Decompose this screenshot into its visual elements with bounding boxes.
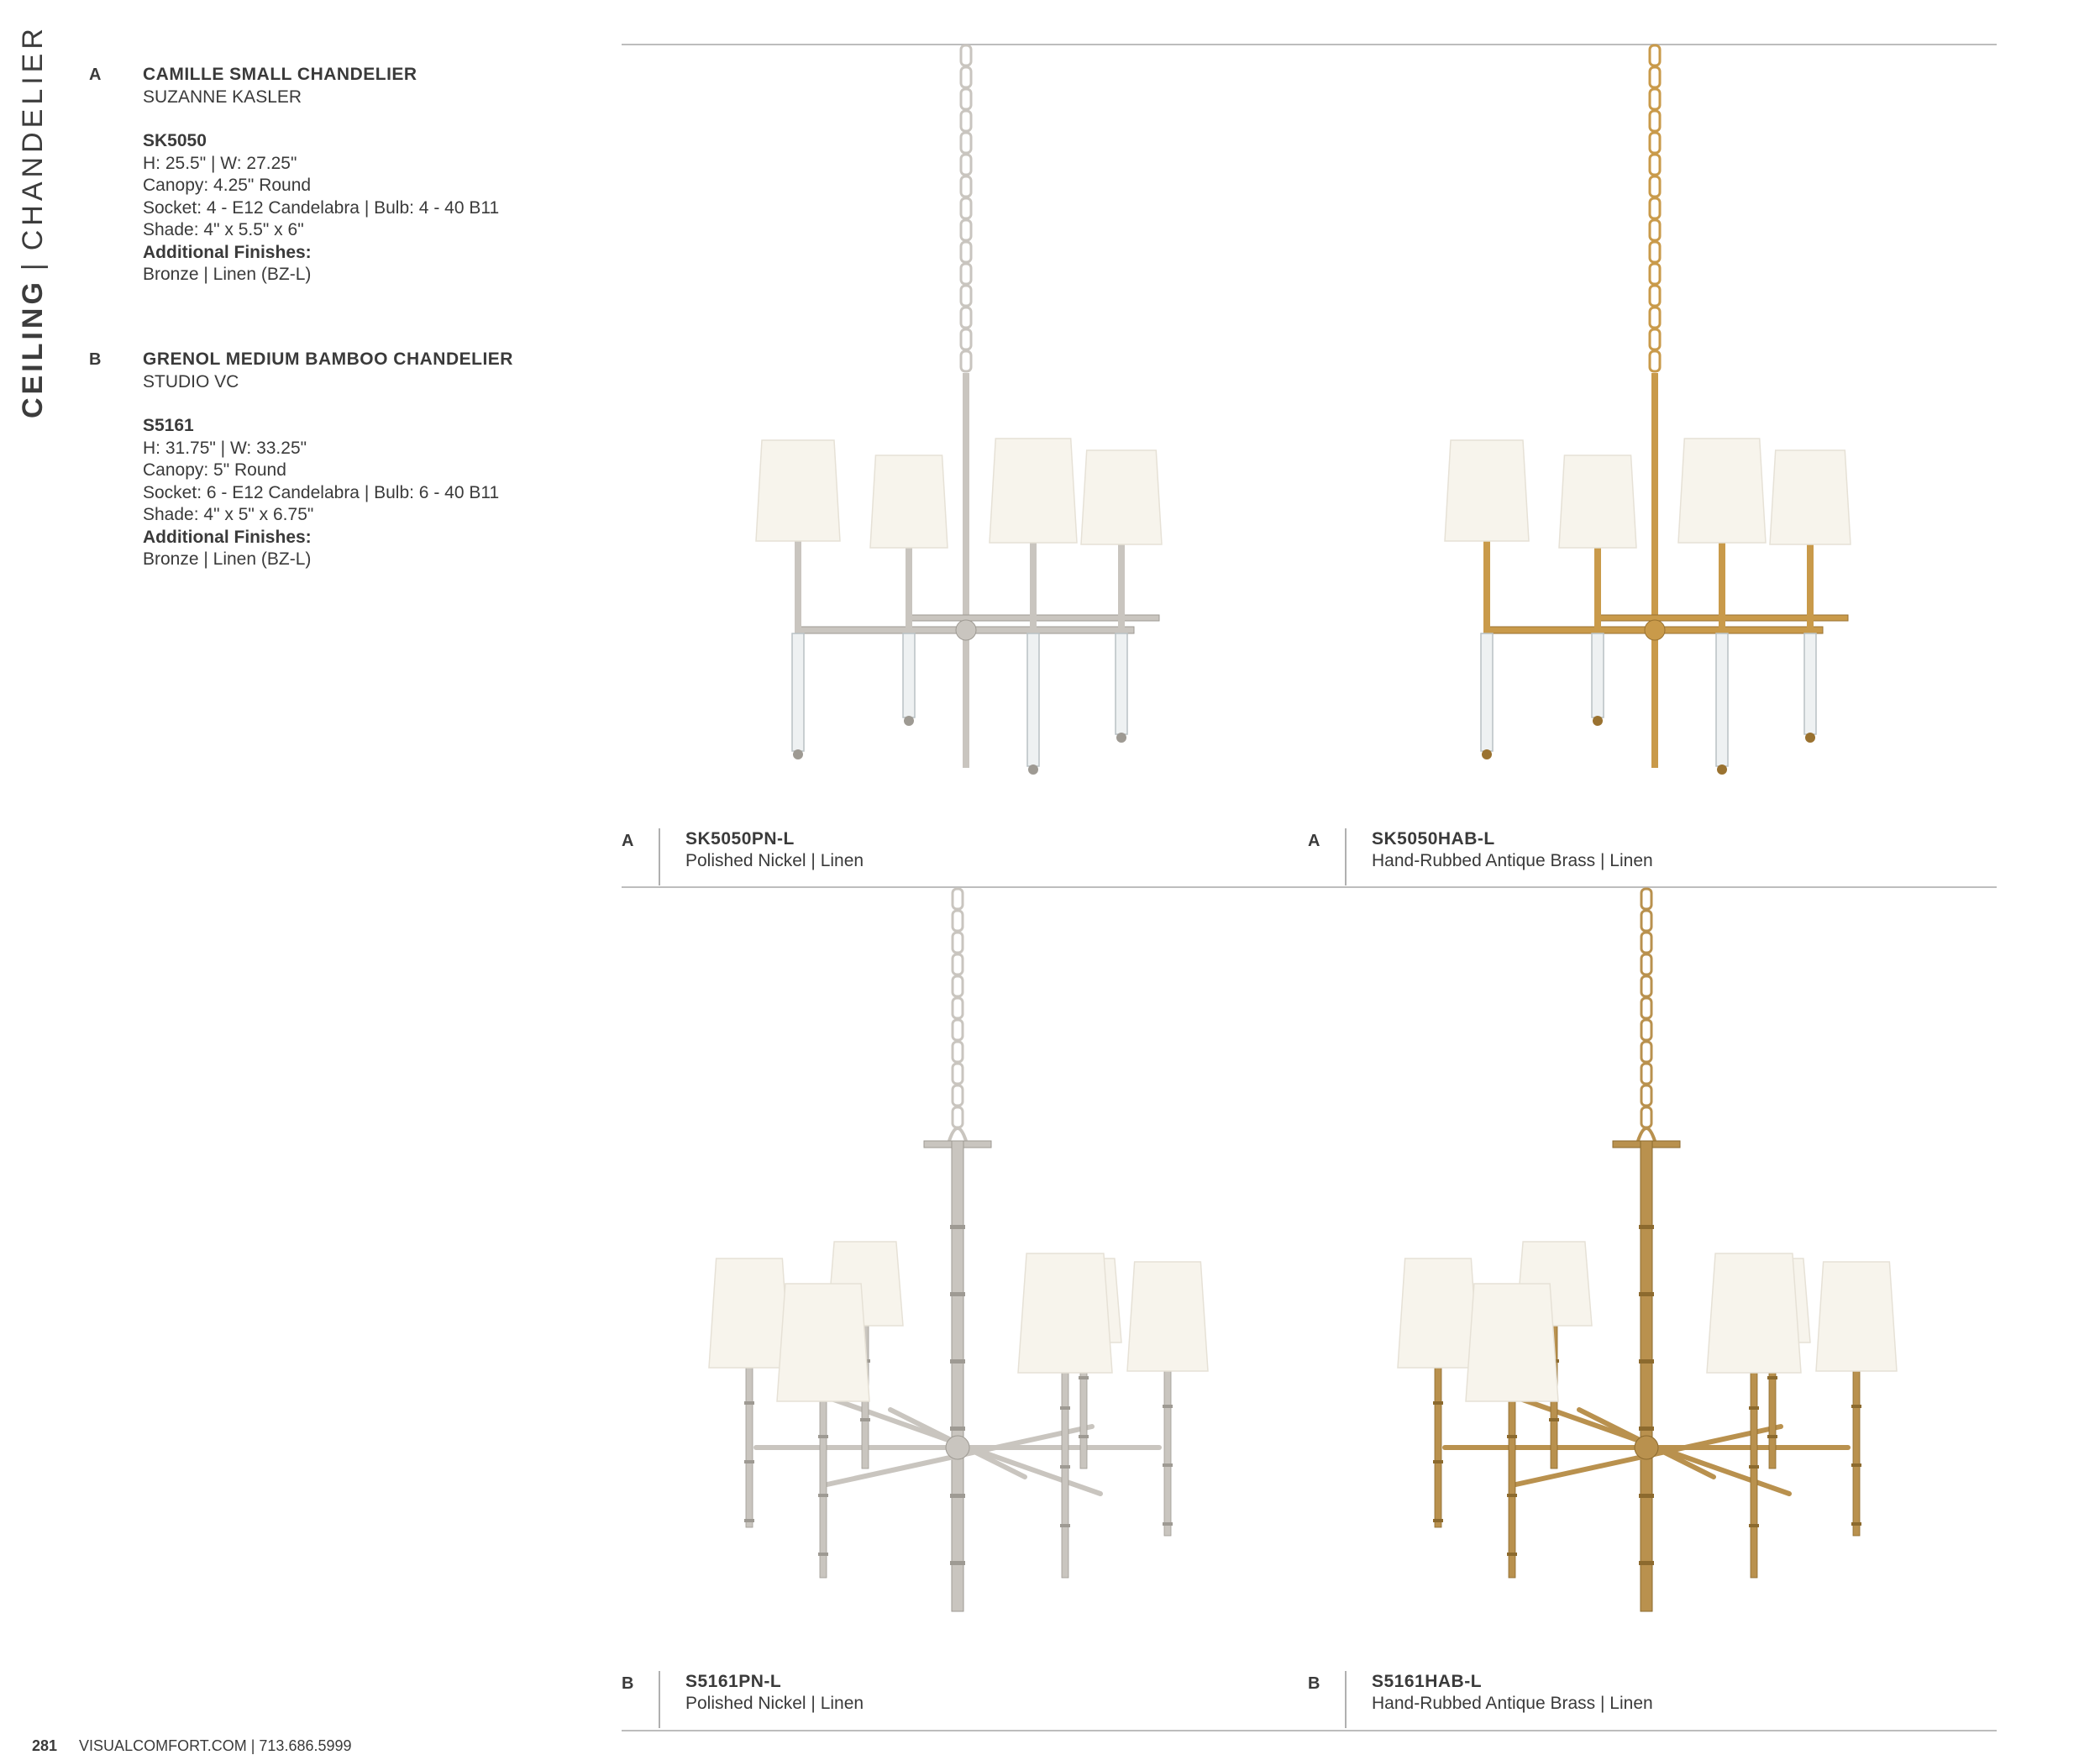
- center-stem: [1641, 1141, 1652, 1611]
- chain-link: [1650, 89, 1660, 109]
- canopy: Canopy: 5" Round: [143, 460, 286, 480]
- socket: Socket: 6 - E12 Candelabra | Bulb: 6 - 40 B11: [143, 482, 500, 502]
- bamboo-stem: [1751, 1373, 1757, 1578]
- bamboo-node: [1767, 1435, 1777, 1438]
- bamboo-node: [1433, 1460, 1443, 1463]
- bamboo-node: [1639, 1292, 1654, 1296]
- product-code: SK5050: [143, 131, 207, 150]
- caption-s5161hab: [1308, 1671, 1997, 1728]
- caption-finish: Hand-Rubbed Antique Brass | Linen: [1372, 851, 1653, 870]
- chain-link: [953, 1042, 963, 1062]
- bamboo-node: [1749, 1524, 1759, 1527]
- page-footer: [32, 1737, 352, 1755]
- chain-link: [1641, 1064, 1651, 1084]
- chain-link: [1641, 954, 1651, 975]
- center-stem: [1651, 373, 1658, 768]
- bamboo-node: [818, 1435, 828, 1438]
- spec-letter: B: [89, 350, 102, 369]
- chain-link: [1650, 155, 1660, 175]
- linen-shade: [990, 439, 1077, 543]
- product-name: CAMILLE SMALL CHANDELIER: [143, 65, 417, 84]
- bottom-rule: [622, 1730, 1997, 1731]
- page-number: 281: [32, 1737, 58, 1754]
- chain-link: [1641, 998, 1651, 1018]
- bamboo-node: [1507, 1435, 1517, 1438]
- chain-link: [1641, 1042, 1651, 1062]
- bamboo-node: [1060, 1465, 1070, 1469]
- chain-link: [961, 155, 971, 175]
- bamboo-node: [1060, 1406, 1070, 1410]
- crystal-rod: [1481, 633, 1493, 751]
- bamboo-node: [950, 1225, 965, 1229]
- finial: [1805, 733, 1815, 743]
- linen-shade: [1770, 450, 1851, 544]
- finial: [1593, 716, 1603, 726]
- socket: Socket: 4 - E12 Candelabra | Bulb: 4 - 40 B11: [143, 197, 500, 218]
- bamboo-stem: [820, 1401, 827, 1578]
- caption-letter: A: [622, 832, 634, 850]
- chain-link: [1650, 111, 1660, 131]
- bamboo-node: [1549, 1418, 1559, 1421]
- linen-shade: [777, 1284, 869, 1401]
- chain-link: [1641, 1107, 1651, 1127]
- linen-shade: [756, 440, 840, 541]
- bamboo-node: [1639, 1494, 1654, 1498]
- bamboo-node: [1639, 1225, 1654, 1229]
- bamboo-node: [1163, 1522, 1173, 1526]
- bamboo-stem: [1164, 1371, 1171, 1536]
- finishes-label: Additional Finishes:: [143, 527, 312, 547]
- caption-letter: B: [622, 1674, 634, 1693]
- linen-shade: [1678, 439, 1766, 543]
- chain-link: [1650, 329, 1660, 349]
- caption-code: S5161HAB-L: [1372, 1672, 1483, 1691]
- finishes-label: Additional Finishes:: [143, 242, 312, 262]
- bamboo-node: [860, 1418, 870, 1421]
- linen-shade: [709, 1258, 790, 1368]
- bamboo-node: [950, 1494, 965, 1498]
- bamboo-node: [1749, 1406, 1759, 1410]
- caption-finish: Hand-Rubbed Antique Brass | Linen: [1372, 1694, 1653, 1713]
- caption-divider: [659, 1671, 660, 1728]
- finial: [904, 716, 914, 726]
- dimensions: H: 25.5" | W: 27.25": [143, 153, 297, 173]
- chain-link: [953, 889, 963, 909]
- candle-stem: [1030, 543, 1037, 633]
- bamboo-node: [1639, 1561, 1654, 1565]
- finial: [793, 749, 803, 759]
- linen-shade: [1707, 1253, 1801, 1373]
- product-name: GRENOL MEDIUM BAMBOO CHANDELIER: [143, 349, 513, 369]
- caption-code: SK5050HAB-L: [1372, 829, 1495, 849]
- candle-stem: [1594, 548, 1601, 633]
- bamboo-node: [818, 1553, 828, 1556]
- chain-link: [1650, 133, 1660, 153]
- crystal-rod: [1804, 633, 1816, 734]
- chain-link: [961, 176, 971, 197]
- chain-link: [1650, 286, 1660, 306]
- chain-link: [1650, 351, 1660, 371]
- linen-shade: [1559, 455, 1636, 548]
- chain-link: [961, 329, 971, 349]
- finishes: Bronze | Linen (BZ-L): [143, 265, 312, 284]
- linen-shade: [1466, 1284, 1558, 1401]
- linen-shade: [1816, 1262, 1897, 1371]
- bamboo-node: [1851, 1522, 1861, 1526]
- spec-letter: A: [89, 66, 102, 84]
- crystal-rod: [1592, 633, 1604, 717]
- chain-link: [961, 220, 971, 240]
- bamboo-node: [744, 1460, 754, 1463]
- chain-link: [1641, 1085, 1651, 1106]
- bamboo-node: [744, 1401, 754, 1405]
- crystal-rod: [792, 633, 804, 751]
- finishes: Bronze | Linen (BZ-L): [143, 549, 312, 569]
- caption-divider: [1345, 1671, 1347, 1728]
- linen-shade: [1018, 1253, 1112, 1373]
- finial: [1116, 733, 1126, 743]
- bamboo-node: [1507, 1494, 1517, 1497]
- chain-link: [953, 1020, 963, 1040]
- chandelier-image-sk5050pn: [739, 45, 1193, 785]
- caption-divider: [659, 828, 660, 885]
- linen-shade: [1127, 1262, 1208, 1371]
- chain-link: [961, 111, 971, 131]
- shade: Shade: 4" x 5.5" x 6": [143, 220, 304, 239]
- loop: [949, 1128, 966, 1141]
- caption-finish: Polished Nickel | Linen: [685, 1694, 864, 1713]
- designer-name: STUDIO VC: [143, 371, 239, 391]
- chain-link: [953, 1064, 963, 1084]
- chain-link: [961, 307, 971, 328]
- bamboo-node: [818, 1494, 828, 1497]
- candle-stem: [1118, 544, 1125, 633]
- section-separator: |: [17, 259, 49, 271]
- bamboo-node: [1433, 1401, 1443, 1405]
- chain-link: [953, 998, 963, 1018]
- chain-link: [961, 89, 971, 109]
- bamboo-node: [1639, 1427, 1654, 1431]
- contact-info: VISUALCOMFORT.COM | 713.686.5999: [79, 1737, 352, 1754]
- hub: [1645, 620, 1665, 640]
- bamboo-node: [1163, 1463, 1173, 1467]
- shade: Shade: 4" x 5" x 6.75": [143, 505, 314, 524]
- chandelier-image-sk5050hab: [1428, 45, 1882, 785]
- bamboo-node: [950, 1292, 965, 1296]
- crystal-rod: [1116, 633, 1127, 734]
- chain-link: [1641, 911, 1651, 931]
- bamboo-node: [950, 1561, 965, 1565]
- chain-link: [953, 1107, 963, 1127]
- bamboo-node: [950, 1427, 965, 1431]
- chain-link: [953, 976, 963, 996]
- chain-link: [961, 133, 971, 153]
- bamboo-node: [744, 1519, 754, 1522]
- candle-stem: [1807, 544, 1814, 633]
- hub: [946, 1436, 969, 1459]
- chain-link: [1641, 933, 1651, 953]
- bamboo-node: [1079, 1376, 1089, 1379]
- chain-link: [1650, 67, 1660, 87]
- caption-code: S5161PN-L: [685, 1672, 782, 1691]
- hub: [1635, 1436, 1658, 1459]
- designer-name: SUZANNE KASLER: [143, 87, 302, 107]
- bamboo-node: [1851, 1405, 1861, 1408]
- chain-link: [961, 286, 971, 306]
- bamboo-node: [1639, 1359, 1654, 1364]
- crystal-rod: [903, 633, 915, 717]
- center-stem: [963, 373, 969, 768]
- chain-link: [1650, 264, 1660, 284]
- caption-sk5050pn: [622, 828, 1294, 885]
- chain-link: [953, 911, 963, 931]
- center-stem: [952, 1141, 963, 1611]
- section-label: [17, 24, 67, 418]
- chain-link: [1641, 1020, 1651, 1040]
- candle-stem: [906, 548, 912, 633]
- chain-link: [1650, 45, 1660, 66]
- hub: [956, 620, 976, 640]
- caption-sk5050hab: [1308, 828, 1997, 885]
- caption-code: SK5050PN-L: [685, 829, 795, 849]
- caption-finish: Polished Nickel | Linen: [685, 851, 864, 870]
- chain-link: [961, 264, 971, 284]
- candle-stem: [795, 541, 801, 633]
- canopy: Canopy: 4.25" Round: [143, 176, 312, 195]
- chain-link: [1650, 307, 1660, 328]
- linen-shade: [1445, 440, 1529, 541]
- chain-link: [1650, 198, 1660, 218]
- caption-s5161pn: [622, 1671, 1294, 1728]
- bamboo-stem: [1509, 1401, 1515, 1578]
- chandelier-image-s5161pn: [689, 889, 1226, 1620]
- finial: [1482, 749, 1492, 759]
- chain-link: [961, 67, 971, 87]
- bamboo-node: [1079, 1435, 1089, 1438]
- middle-rule: [622, 886, 1997, 888]
- caption-letter: B: [1308, 1674, 1320, 1693]
- section-label-bold: CEILING: [17, 279, 49, 418]
- finial: [1028, 765, 1038, 775]
- bamboo-stem: [1853, 1371, 1860, 1536]
- bamboo-stem: [1435, 1368, 1441, 1527]
- bamboo-node: [1507, 1553, 1517, 1556]
- dimensions: H: 31.75" | W: 33.25": [143, 438, 307, 458]
- caption-letter: A: [1308, 832, 1320, 850]
- bamboo-node: [1767, 1376, 1777, 1379]
- section-label-light: CHANDELIER: [17, 24, 49, 251]
- bamboo-node: [1851, 1463, 1861, 1467]
- linen-shade: [1081, 450, 1162, 544]
- chain-link: [953, 1085, 963, 1106]
- bamboo-node: [1433, 1519, 1443, 1522]
- bamboo-node: [1060, 1524, 1070, 1527]
- chain-link: [1641, 889, 1651, 909]
- chain-link: [961, 242, 971, 262]
- linen-shade: [1398, 1258, 1478, 1368]
- crystal-rod: [1716, 633, 1728, 766]
- chain-link: [961, 198, 971, 218]
- loop: [1638, 1128, 1655, 1141]
- chain-link: [953, 933, 963, 953]
- bamboo-stem: [746, 1368, 753, 1527]
- chain-link: [961, 45, 971, 66]
- chain-link: [953, 954, 963, 975]
- bamboo-stem: [1062, 1373, 1068, 1578]
- chain-link: [961, 351, 971, 371]
- chain-link: [1650, 176, 1660, 197]
- chain-link: [1650, 220, 1660, 240]
- crystal-rod: [1027, 633, 1039, 766]
- bamboo-node: [950, 1359, 965, 1364]
- chain-link: [1650, 242, 1660, 262]
- bamboo-node: [1163, 1405, 1173, 1408]
- chandelier-image-s5161hab: [1378, 889, 1915, 1620]
- product-code: S5161: [143, 416, 194, 435]
- chain-link: [1641, 976, 1651, 996]
- linen-shade: [870, 455, 948, 548]
- candle-stem: [1483, 541, 1490, 633]
- bamboo-node: [1749, 1465, 1759, 1469]
- caption-divider: [1345, 828, 1347, 885]
- finial: [1717, 765, 1727, 775]
- candle-stem: [1719, 543, 1725, 633]
